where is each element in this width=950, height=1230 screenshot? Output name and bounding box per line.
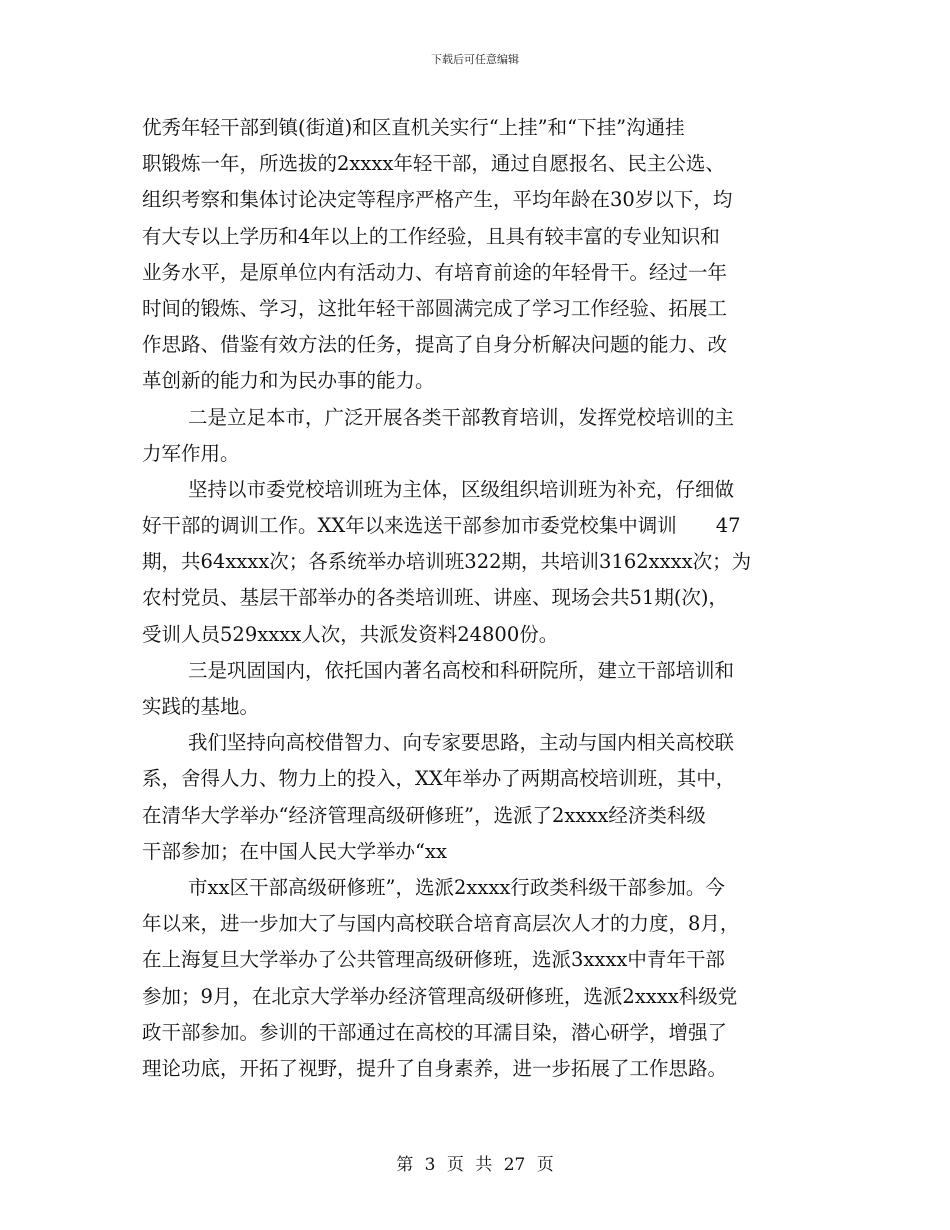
text-line: 理论功底，开拓了视野，提升了自身素养，进一步拓展了工作思路。 bbox=[142, 1056, 728, 1080]
text-line: 力军作用。 bbox=[142, 441, 240, 465]
text-line: 二是立足本市，广泛开展各类干部教育培训，发挥党校培训的主 bbox=[188, 405, 735, 429]
text-line: 职锻炼一年，所选拔的2xxxx年轻干部，通过自愿报名、民主公选、 bbox=[142, 152, 725, 176]
page-header: 下载后可任意编辑 bbox=[431, 53, 519, 66]
text-line: 政干部参加。参训的干部通过在高校的耳濡目染，潜心研学，增强了 bbox=[142, 1020, 728, 1044]
text-line: 实践的基地。 bbox=[142, 695, 260, 718]
text-line: 有大专以上学历和4年以上的工作经验，且具有较丰富的专业知识和 bbox=[142, 224, 720, 248]
text-line: 系，舍得人力、物力上的投入，XX年举办了两期高校培训班，其中， bbox=[142, 767, 736, 791]
text-line: 农村党员、基层干部举办的各类培训班、讲座、现场会共51期(次)， bbox=[142, 586, 729, 610]
text-line: 参加；9月，在北京大学举办经济管理高级研修班，选派2xxxx科级党 bbox=[142, 984, 738, 1008]
text-line: 业务水平，是原单位内有活动力、有培育前途的年轻骨干。经过一年 bbox=[142, 260, 728, 284]
text-line: 受训人员529xxxx人次，共派发资料24800份。 bbox=[142, 622, 559, 646]
text-line: 好干部的调训工作。XX年以来选送干部参加市委党校集中调训 47 bbox=[142, 514, 741, 538]
text-line: 坚持以市委党校培训班为主体，区级组织培训班为补充，仔细做 bbox=[188, 477, 735, 501]
text-line: 干部参加；在中国人民大学举办“xx bbox=[142, 839, 447, 863]
text-line: 期，共64xxxx次；各系统举办培训班322期，共培训3162xxxx次；为 bbox=[142, 550, 752, 574]
page-number-footer: 第 3 页 共 27 页 bbox=[396, 1155, 554, 1175]
text-line: 年以来，进一步加大了与国内高校联合培育高层次人才的力度，8月， bbox=[142, 912, 740, 936]
text-line: 时间的锻炼、学习，这批年轻干部圆满完成了学习工作经验、拓展工 bbox=[142, 296, 728, 320]
text-line: 革创新的能力和为民办事的能力。 bbox=[142, 369, 435, 393]
text-line: 作思路、借鉴有效方法的任务，提高了自身分析解决问题的能力、改 bbox=[142, 333, 728, 357]
text-line: 市xx区干部高级研修班”，选派2xxxx行政类科级干部参加。今 bbox=[188, 875, 725, 899]
text-line: 在上海复旦大学举办了公共管理高级研修班，选派3xxxx中青年干部 bbox=[142, 948, 725, 972]
document-body bbox=[142, 110, 814, 1087]
text-line: 组织考察和集体讨论决定等程序严格产生，平均年龄在30岁以下，均 bbox=[142, 188, 733, 212]
text-line: 在清华大学举办“经济管理高级研修班”，选派了2xxxx经济类科级 bbox=[142, 803, 706, 827]
text-line: 三是巩固国内，依托国内著名高校和科研院所，建立干部培训和 bbox=[188, 658, 735, 682]
text-line: 优秀年轻干部到镇(街道)和区直机关实行“上挂”和“下挂”沟通挂 bbox=[142, 116, 685, 139]
text-line: 我们坚持向高校借智力、向专家要思路，主动与国内相关高校联 bbox=[188, 731, 735, 755]
